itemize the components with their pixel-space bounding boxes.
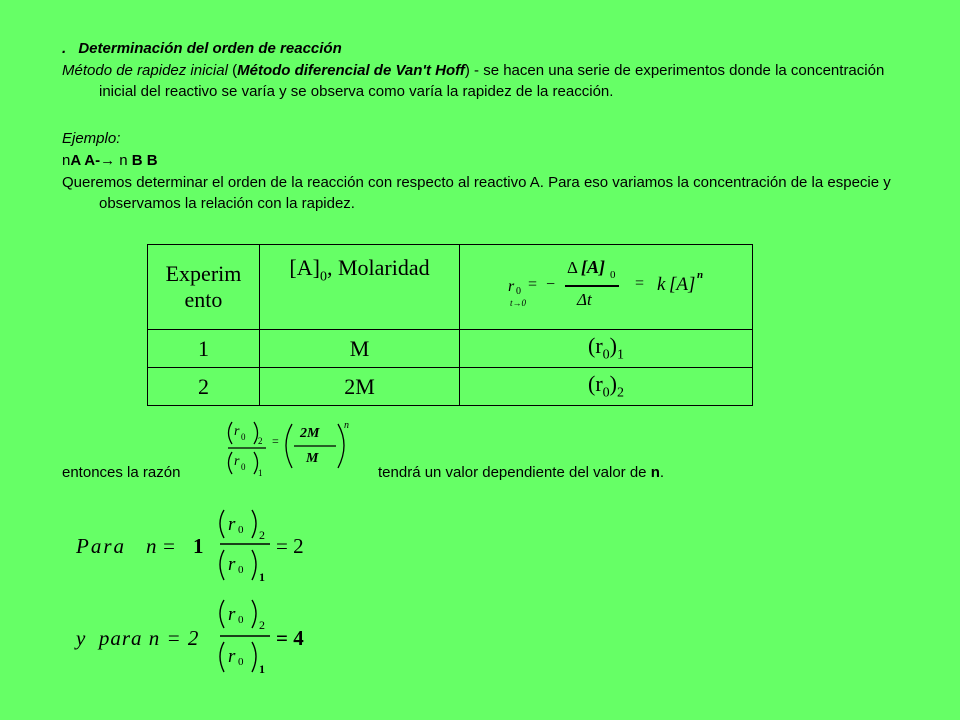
formula-exponent: n: [697, 269, 704, 281]
cell-rate-idx: 2: [616, 385, 624, 401]
header-conc-unit: , Molaridad: [326, 255, 430, 280]
cell-rate-r: (r: [588, 333, 603, 359]
cell-exp: 2: [148, 368, 260, 406]
header-experiment: [148, 245, 260, 330]
title-bullet: .: [62, 40, 67, 57]
reaction-line: [62, 150, 158, 171]
case2-den-sub: 0: [238, 656, 244, 668]
ratio-text-before: entonces la razón: [62, 464, 181, 481]
case-n1-formula: [76, 506, 336, 586]
case2-num-sub: 0: [238, 614, 244, 626]
reaction-reactant: A A-: [70, 152, 101, 169]
ratio-den-r: r: [234, 454, 240, 469]
formula-r-sub: 0: [516, 286, 521, 297]
reaction-n2: n: [115, 152, 132, 169]
rate-formula: [460, 252, 752, 322]
case-n2-formula: [76, 596, 336, 676]
method-paren-open: (: [227, 62, 238, 79]
case1-label: Para: [76, 534, 126, 558]
ratio-frac-num: 2M: [300, 426, 320, 441]
reaction-product: B B: [131, 152, 158, 169]
cell-rate-close: ): [609, 371, 617, 397]
table-row: [148, 368, 753, 406]
formula-dt: Δt: [577, 290, 592, 309]
ratio-text-end: .: [659, 464, 665, 481]
case2-den-idx: 1: [259, 662, 265, 676]
formula-k: k: [657, 274, 666, 295]
formula-delta: Δ: [567, 258, 578, 277]
cell-rate-sub: 0: [602, 347, 610, 363]
header-conc-sub: 0: [319, 269, 327, 285]
ratio-den-idx: 1: [258, 468, 263, 478]
cell-conc: 2M: [260, 368, 460, 406]
formula-A-sub: 0: [610, 269, 616, 281]
table-header-row: [148, 245, 753, 330]
table-row: [148, 330, 753, 368]
ratio-formula: [220, 418, 370, 488]
ratio-num-sub: 0: [241, 432, 246, 442]
formula-A: [A]: [581, 257, 605, 277]
case1-den-idx: 1: [259, 570, 265, 584]
header-conc-symbol: [A]: [289, 255, 320, 280]
reaction-arrow-icon: →: [100, 152, 116, 169]
ratio-num-r: r: [234, 424, 240, 439]
title-text: Determinación del orden de reacción: [78, 40, 342, 57]
ratio-text-main: tendrá un valor dependiente del valor de: [378, 464, 651, 481]
formula-equals-2: =: [635, 275, 645, 292]
ratio-num-idx: 2: [258, 436, 263, 446]
case2-den-r: r: [228, 646, 236, 667]
cell-rate-sub: 0: [602, 385, 610, 401]
cell-exp: 1: [148, 330, 260, 368]
example-label: Ejemplo:: [62, 130, 121, 147]
cell-rate: [460, 368, 753, 406]
formula-minus: −: [546, 276, 556, 293]
cell-rate-r: (r: [588, 371, 603, 397]
section-title: [62, 38, 342, 59]
case1-cond-val: 1: [193, 534, 204, 558]
method-description: ) - se hacen una serie de experimentos donde la concentración inicial del reactivo se varía y se observa como varía la rapidez de la reacción.: [99, 62, 885, 100]
formula-fraction-line: [565, 285, 619, 287]
case1-num-idx: 2: [259, 528, 265, 542]
case1-num-r: r: [228, 514, 236, 535]
case1-result: = 2: [276, 534, 304, 558]
ratio-exponent: n: [344, 420, 349, 431]
cell-rate-idx: 1: [616, 347, 624, 363]
case2-result: = 4: [276, 626, 304, 650]
ratio-text-after: [378, 462, 664, 483]
description-paragraph: Queremos determinar el orden de la reacción con respecto al reactivo A. Para eso variamos la concentración de la especie y observamos la relación con la rapidez.: [62, 174, 891, 212]
experiment-table: [147, 244, 753, 406]
header-concentration: [260, 245, 460, 330]
ratio-den-sub: 0: [241, 462, 246, 472]
header-experiment-line1: Experim: [165, 261, 242, 286]
formula-r: r: [508, 278, 515, 295]
case1-den-r: r: [228, 554, 236, 575]
header-experiment-line2: ento: [184, 287, 223, 312]
header-rate-formula: [460, 245, 753, 330]
formula-kA: [A]: [669, 274, 696, 295]
ratio-equals: =: [272, 434, 279, 448]
formula-limit: t→0: [510, 298, 527, 308]
case2-label: y para n = 2: [76, 626, 200, 650]
case2-num-idx: 2: [259, 618, 265, 632]
cell-conc: M: [260, 330, 460, 368]
case2-num-r: r: [228, 604, 236, 625]
reaction-n1: n: [62, 152, 71, 169]
formula-equals-1: =: [528, 276, 538, 293]
method-vanthoff: Método diferencial de Van't Hoff: [237, 62, 465, 79]
ratio-text-n: n: [650, 464, 660, 481]
case1-cond: n =: [146, 534, 176, 558]
case1-num-sub: 0: [238, 524, 244, 536]
cell-rate-close: ): [609, 333, 617, 359]
ratio-frac-den: M: [306, 451, 319, 466]
method-paragraph: [62, 60, 899, 102]
method-name: Método de rapidez inicial: [62, 62, 228, 79]
case1-den-sub: 0: [238, 564, 244, 576]
cell-rate: [460, 330, 753, 368]
